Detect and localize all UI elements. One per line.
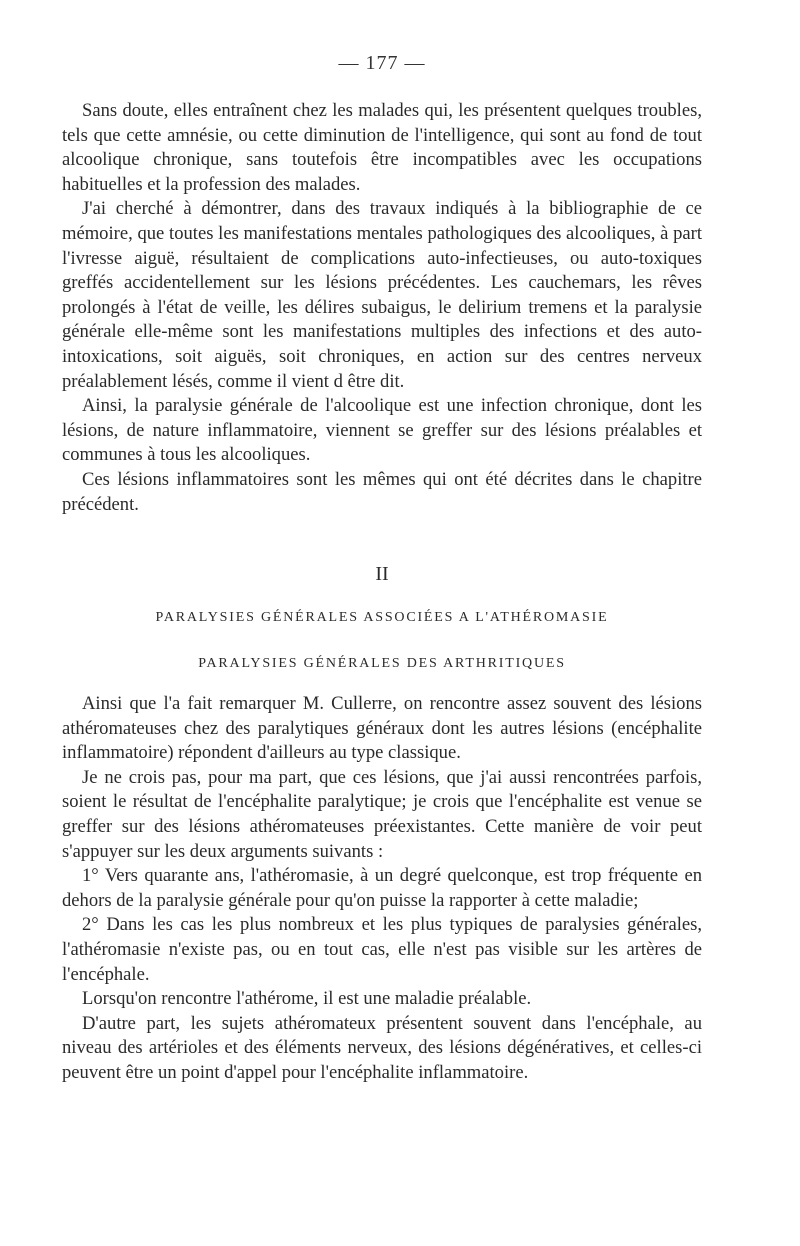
- paragraph: 1° Vers quarante ans, l'athéromasie, à un degré quelconque, est trop fréquente en dehors de la paralysie générale pour qu'on puisse la rapporter à cette maladie;: [62, 865, 702, 911]
- paragraph: Ainsi que l'a fait remarquer M. Cullerre, on rencontre assez souvent des lésions athéromateuses chez des paralytiques généraux dont les autres lésions (encéphalite inflammatoire) répondent d'ailleurs au type classique.: [62, 693, 702, 764]
- paragraph: J'ai cherché à démontrer, dans des travaux indiqués à la bibliographie de ce mémoire, que toutes les manifestations mentales pathologiques des alcooliques, à part l'ivresse aiguë, résultaient de complications auto-infectieuses, ou auto-toxiques greffés accidentellement sur les lésions précédentes. Les cauchemars, les rêves prolongés à l'état de veille, les délires subaigus, le delirium tremens et la paralysie générale elle-même sont les manifestations multiples des infections et des auto-intoxications, soit aiguës, soit chroniques, en action sur des centres nerveux préalablement lésés, comme il vient d être dit.: [62, 198, 702, 392]
- paragraph: Sans doute, elles entraînent chez les malades qui, les présentent quelques troubles, tels que cette amnésie, ou cette diminution de l'intelligence, qui sont au fond de tout alcoolique chronique, sans toutefois être incompatibles avec les occupations habituelles et la profession des malades.: [62, 100, 702, 195]
- paragraph: Ces lésions inflammatoires sont les mêmes qui ont été décrites dans le chapitre précédent.: [62, 468, 702, 515]
- paragraph: Ainsi, la paralysie générale de l'alcoolique est une infection chronique, dont les lésions, de nature inflammatoire, viennent se greffer sur des lésions préalables et communes à tous les alcooliques.: [62, 395, 702, 466]
- paragraph: Je ne crois pas, pour ma part, que ces lésions, que j'ai aussi rencontrées parfois, soient le résultat de l'encéphalite paralytique; je crois que l'encéphalite est venue se greffer sur des lésions athéromateuses préexistantes. Cette manière de voir peut s'appuyer sur les deux arguments suivants :: [62, 766, 702, 862]
- paragraph: Lorsqu'on rencontre l'athérome, il est une maladie préalable.: [82, 988, 532, 1010]
- paragraph: D'autre part, les sujets athéromateux présentent souvent dans l'encéphale, au niveau des artérioles et des éléments nerveux, des lésions dégénératives, et celles-ci peuvent être un point d'appel pour l'encéphalite inflammatoire.: [62, 1012, 702, 1083]
- paragraph: 2° Dans les cas les plus nombreux et les plus typiques de paralysies générales, l'athéromasie n'existe pas, ou en tout cas, elle n'est pas visible sur les artères de l'encéphale.: [62, 914, 702, 985]
- section-subtitle: PARALYSIES GÉNÉRALES DES ARTHRITIQUES: [198, 656, 566, 672]
- page-number: — 177 —: [338, 52, 426, 74]
- section-title: PARALYSIES GÉNÉRALES ASSOCIÉES A L'ATHÉROMASIE: [155, 610, 609, 626]
- section-number: II: [375, 563, 389, 586]
- book-page: [62, 52, 702, 1086]
